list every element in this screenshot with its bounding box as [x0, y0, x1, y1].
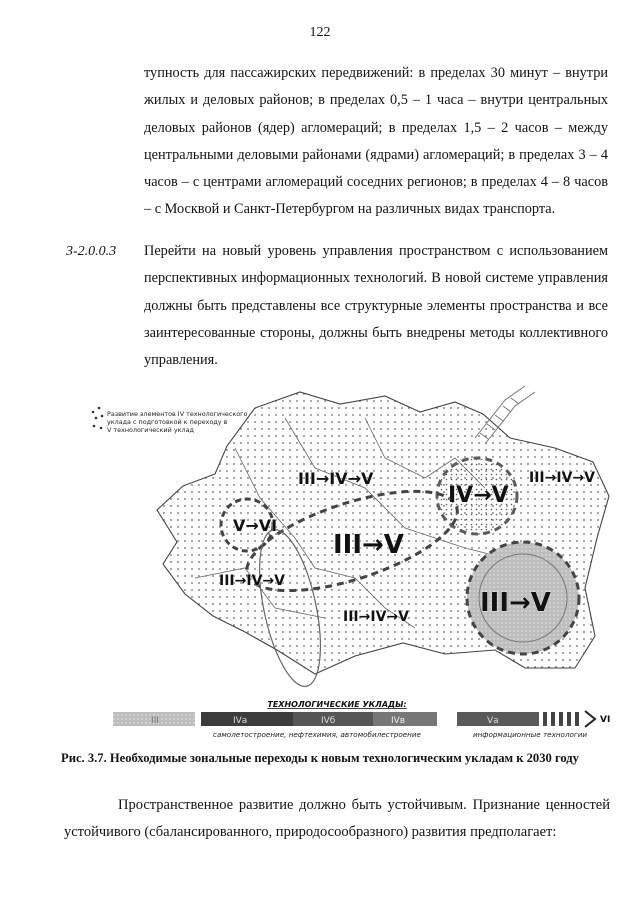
- bar-segment: Vа: [487, 716, 499, 726]
- map-legend: [92, 407, 248, 434]
- bar-caption-right: информационные технологии: [472, 730, 588, 739]
- zone-label: III→IV→V: [298, 469, 374, 488]
- bar-segment: IVб: [321, 716, 336, 726]
- zone-label: III→IV→V: [219, 573, 285, 589]
- bar-segment: IVа: [233, 716, 248, 726]
- item-text: Перейти на новый уровень управления пространством с использованием перспективных информационных технологий. В новой системе управления должны быть представлены все структурные элементы пространства и все заинтересованные стороны, должны быть внедрены методы коллективного управления.: [144, 243, 608, 369]
- paragraph-continued: тупность для пассажирских передвижений: в пределах 30 минут – внутри жилых и деловых районов; в пределах 0,5 – 1 часа – внутри центральных деловых районов (ядер) агломераций; в пределах 1,5 – 2 часов – между центральными деловыми районами (ядрами) агломераций; в пределах 3 – 4 часов – с центрами агломераций соседних регионов; в пределах 4 – 8 часов – с Москвой и Санкт-Петербургом на различных видах транспорта.: [144, 65, 608, 218]
- zone-label: III→IV→V: [529, 470, 595, 486]
- item-code: 3-2.0.0.3: [66, 244, 117, 259]
- bar-caption-left: самолетостроение, нефтехимия, автомобилестроение: [213, 730, 421, 739]
- zone-label: III→V: [333, 530, 404, 560]
- technological-modes-bar: [113, 700, 610, 739]
- bar-title: ТЕХНОЛОГИЧЕСКИЕ УКЛАДЫ:: [267, 700, 407, 709]
- legend-line-1: Развитие элементов IV технологического: [107, 410, 248, 418]
- bar-segment: III: [151, 716, 159, 726]
- zones-map-figure: [85, 378, 625, 758]
- legend-line-3: V технологический уклад: [107, 426, 194, 434]
- body-paragraph: Пространственное развитие должно быть устойчивым. Признание ценностей устойчивого (сбалансированного, природосообразного) развития предполагает:: [64, 797, 610, 840]
- bar-segment: IVв: [391, 716, 406, 726]
- zone-label: III→IV→V: [343, 609, 409, 625]
- zone-label: III→V: [480, 588, 551, 618]
- page-number: 122: [309, 25, 331, 40]
- figure-caption: Рис. 3.7. Необходимые зональные переходы к новым технологическим укладам к 2030 году: [61, 751, 579, 765]
- legend-line-2: уклада с подготовкой к переходу в: [107, 418, 228, 426]
- bar-segment: VI: [600, 715, 611, 725]
- zone-label: V→VI: [233, 516, 278, 535]
- zone-label: IV→V: [448, 483, 509, 508]
